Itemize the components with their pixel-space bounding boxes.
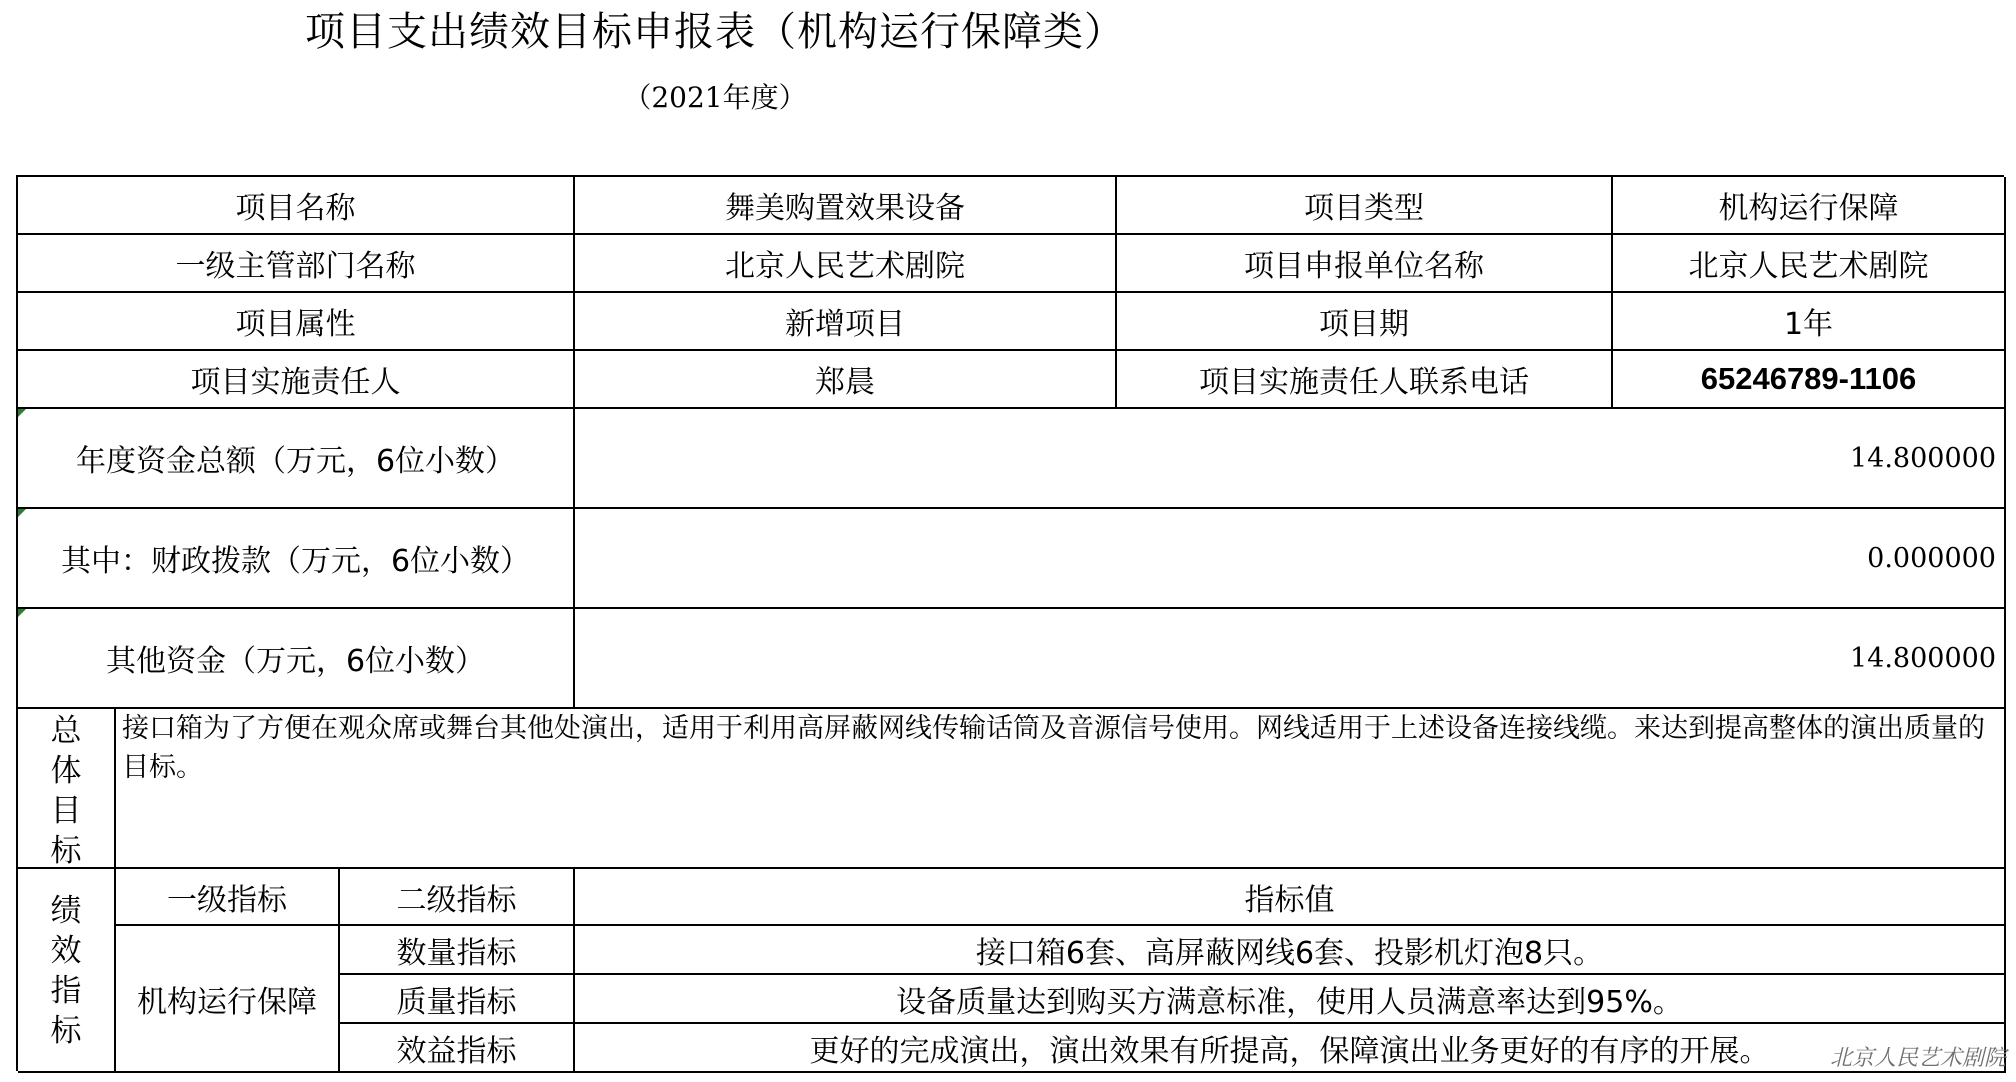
label-total-funds-text: 年度资金总额（万元，6位小数） <box>75 444 516 479</box>
label-performance-char: 效 <box>50 933 82 969</box>
report-year: （2021年度） <box>623 81 807 114</box>
label-project-attribute: 项目属性 <box>18 293 575 351</box>
label-responsible-person: 项目实施责任人 <box>18 351 575 409</box>
value-level1-indicator: 机构运行保障 <box>116 926 340 1073</box>
page-title: 项目支出绩效目标申报表（机构运行保障类） <box>305 9 1125 55</box>
label-applicant-unit: 项目申报单位名称 <box>1117 235 1613 293</box>
value-applicant-unit: 北京人民艺术剧院 <box>1613 235 2006 293</box>
level2-benefit: 效益指标 <box>340 1024 575 1073</box>
label-performance-indicators <box>18 869 116 1073</box>
label-overall-goal-char: 总 <box>50 713 82 749</box>
performance-form-table <box>16 175 2004 1071</box>
value-department: 北京人民艺术剧院 <box>575 235 1117 293</box>
value-responsible-person: 郑晨 <box>575 351 1117 409</box>
value-total-funds: 14.800000 <box>575 409 2006 509</box>
label-overall-goal-char: 标 <box>50 833 82 869</box>
value-project-period: 1年 <box>1613 293 2006 351</box>
label-fiscal-appropriation <box>18 509 575 609</box>
value-contact-phone: 65246789-1106 <box>1613 351 2006 409</box>
label-performance-char: 指 <box>50 973 82 1009</box>
label-project-period: 项目期 <box>1117 293 1613 351</box>
header-level1-indicator: 一级指标 <box>116 869 340 926</box>
header-level2-indicator: 二级指标 <box>340 869 575 926</box>
cell-comment-marker <box>18 609 26 617</box>
label-overall-goal-char: 目 <box>50 793 82 829</box>
label-contact-phone: 项目实施责任人联系电话 <box>1117 351 1613 409</box>
label-project-type: 项目类型 <box>1117 177 1613 235</box>
level2-quantity: 数量指标 <box>340 926 575 975</box>
label-overall-goal-char: 体 <box>50 753 82 789</box>
value-quantity: 接口箱6套、高屏蔽网线6套、投影机灯泡8只。 <box>575 926 2006 975</box>
label-total-funds <box>18 409 575 509</box>
value-benefit: 更好的完成演出，演出效果有所提高，保障演出业务更好的有序的开展。 <box>575 1024 2006 1073</box>
value-other-funds: 14.800000 <box>575 609 2006 709</box>
cell-comment-marker <box>18 509 26 517</box>
label-project-name: 项目名称 <box>18 177 575 235</box>
value-overall-goal: 接口箱为了方便在观众席或舞台其他处演出，适用于利用高屏蔽网线传输话筒及音源信号使用。网线适用于上述设备连接线缆。来达到提高整体的演出质量的目标。 <box>116 709 2006 869</box>
level2-quality: 质量指标 <box>340 975 575 1024</box>
label-fiscal-appropriation-text: 其中：财政拨款（万元，6位小数） <box>60 544 531 579</box>
value-project-attribute: 新增项目 <box>575 293 1117 351</box>
watermark-seal: 北京人民艺术剧院 <box>1829 1046 2006 1071</box>
value-fiscal-appropriation: 0.000000 <box>575 509 2006 609</box>
value-project-name: 舞美购置效果设备 <box>575 177 1117 235</box>
label-performance-char: 标 <box>50 1013 82 1049</box>
header-indicator-value: 指标值 <box>575 869 2006 926</box>
label-other-funds <box>18 609 575 709</box>
value-quality: 设备质量达到购买方满意标准，使用人员满意率达到95%。 <box>575 975 2006 1024</box>
label-overall-goal <box>18 709 116 869</box>
label-department: 一级主管部门名称 <box>18 235 575 293</box>
label-performance-char: 绩 <box>50 893 82 929</box>
label-other-funds-text: 其他资金（万元，6位小数） <box>105 644 486 679</box>
value-project-type: 机构运行保障 <box>1613 177 2006 235</box>
cell-comment-marker <box>18 409 26 417</box>
